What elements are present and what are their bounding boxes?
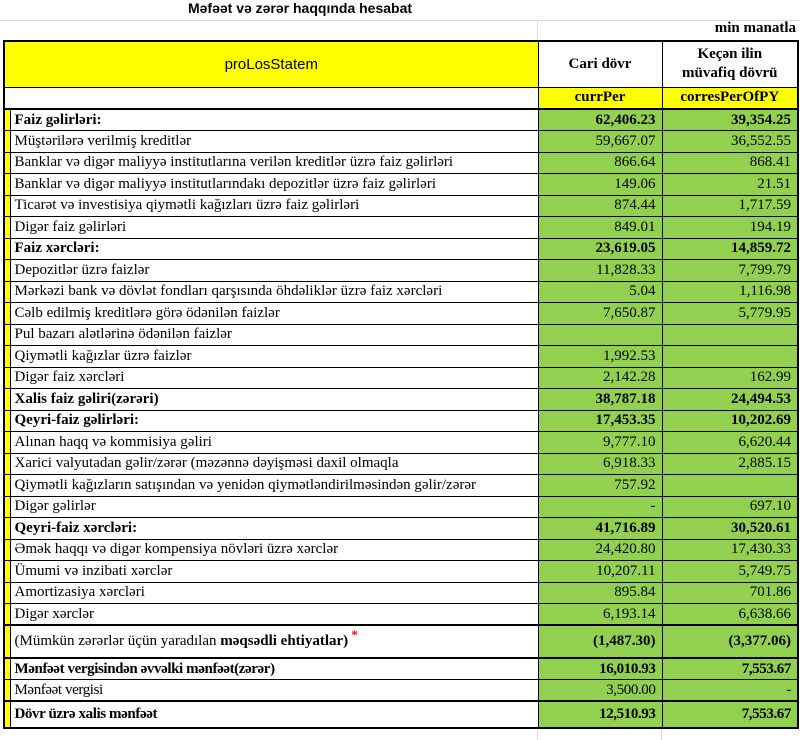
table-row [4, 658, 798, 680]
row-value-current: 23,619.05 [538, 238, 662, 260]
table-row [4, 281, 798, 303]
row-label: Cəlb edilmiş kreditlərə görə ödənilən faizlər [10, 303, 538, 325]
row-label: Xarici valyutadan gəlir/zərər (məzənnə dəyişməsi daxil olmaqla [10, 453, 538, 475]
row-value-current: 11,828.33 [538, 260, 662, 282]
row-label: Müştərilərə verilmiş kreditlər [10, 131, 538, 153]
table-row [4, 109, 798, 131]
row-label: Mənfəət vergisindən əvvəlki mənfəət(zərər) [10, 658, 538, 680]
table-row [4, 625, 798, 658]
row-label: (Mümkün zərərlər üçün yaradılan məqsədli ehtiyatlar) * [10, 625, 538, 658]
code-row [4, 87, 798, 109]
row-value-previous: 24,494.53 [662, 389, 798, 411]
row-label: Ümumi və inzibati xərclər [10, 561, 538, 583]
table-row [4, 496, 798, 518]
current-period-code: currPer [538, 87, 662, 109]
row-label: Qiymətli kağızların satışından və yenidən qiymətləndirilməsindən gəlir/zərər [10, 475, 538, 497]
row-value-current: 7,650.87 [538, 303, 662, 325]
row-label: Banklar və digər maliyyə institutlarındakı depozitlər üzrə faiz gəlirləri [10, 174, 538, 196]
row-value-previous: 194.19 [662, 217, 798, 239]
row-label: Dövr üzrə xalis mənfəət [10, 701, 538, 728]
row-value-current: 6,193.14 [538, 604, 662, 626]
row-value-current: 895.84 [538, 582, 662, 604]
row-value-current: 2,142.28 [538, 367, 662, 389]
row-value-current: - [538, 496, 662, 518]
row-label: Mərkəzi bank və dövlət fondları qarşısında öhdəliklər üzrə faiz xərcləri [10, 281, 538, 303]
row-label: Pul bazarı alətlərinə ödənilən faizlər [10, 324, 538, 346]
row-value-current: 6,918.33 [538, 453, 662, 475]
row-value-current [538, 324, 662, 346]
row-value-previous: 868.41 [662, 152, 798, 174]
row-value-current: 874.44 [538, 195, 662, 217]
row-value-current: 38,787.18 [538, 389, 662, 411]
row-value-previous: (3,377.06) [662, 625, 798, 658]
gridline [537, 729, 538, 740]
page-title: Məfəət və zərər haqqında hesabat [187, 0, 413, 16]
table-row [4, 582, 798, 604]
pl-table [3, 40, 799, 729]
row-label: Alınan haqq və kommisiya gəliri [10, 432, 538, 454]
row-value-current: 849.01 [538, 217, 662, 239]
row-label: Qiymətli kağızlar üzrə faizlər [10, 346, 538, 368]
row-value-previous: 5,779.95 [662, 303, 798, 325]
row-label: Qeyri-faiz gəlirləri: [10, 410, 538, 432]
row-value-previous: 697.10 [662, 496, 798, 518]
row-value-current: 149.06 [538, 174, 662, 196]
row-value-current: 10,207.11 [538, 561, 662, 583]
footnote-asterisk: * [348, 627, 358, 642]
previous-period-header-line1: Keçən ilin [697, 45, 763, 62]
rows-body [4, 109, 798, 728]
table-row [4, 346, 798, 368]
row-value-current: 17,453.35 [538, 410, 662, 432]
label-column-header: proLosStatem [4, 41, 538, 87]
table-row [4, 604, 798, 626]
row-value-previous: 14,859.72 [662, 238, 798, 260]
row-value-previous: - [662, 680, 798, 702]
table-row [4, 475, 798, 497]
gridline [661, 729, 662, 740]
table-row [4, 453, 798, 475]
previous-period-header-line2: müvafiq dövrü [682, 65, 778, 82]
table-row [4, 174, 798, 196]
row-label: Amortizasiya xərcləri [10, 582, 538, 604]
row-value-previous [662, 324, 798, 346]
row-value-previous [662, 346, 798, 368]
row-label: Ticarət və investisiya qiymətli kağızları üzrə faiz gəlirləri [10, 195, 538, 217]
table-row [4, 432, 798, 454]
row-value-previous: 1,116.98 [662, 281, 798, 303]
row-label: Faiz xərcləri: [10, 238, 538, 260]
row-label: Banklar və digər maliyyə institutlarına verilən kreditlər üzrə faiz gəlirləri [10, 152, 538, 174]
row-value-current: 866.64 [538, 152, 662, 174]
table-row [4, 410, 798, 432]
row-value-current: 24,420.80 [538, 539, 662, 561]
previous-period-code: corresPerOfPY [662, 87, 798, 109]
table-row [4, 131, 798, 153]
row-value-previous: 1,717.59 [662, 195, 798, 217]
row-label: Digər xərclər [10, 604, 538, 626]
row-value-previous: 162.99 [662, 367, 798, 389]
row-label: Depozitlər üzrə faizlər [10, 260, 538, 282]
row-label: Digər faiz xərcləri [10, 367, 538, 389]
row-value-current: 9,777.10 [538, 432, 662, 454]
row-value-current: 16,010.93 [538, 658, 662, 680]
row-value-previous: 6,620.44 [662, 432, 798, 454]
row-value-current: 12,510.93 [538, 701, 662, 728]
current-period-header: Cari dövr [538, 41, 662, 87]
table-row [4, 518, 798, 540]
row-value-previous: 2,885.15 [662, 453, 798, 475]
row-label: Digər gəlirlər [10, 496, 538, 518]
row-value-current: 757.92 [538, 475, 662, 497]
row-value-current: 1,992.53 [538, 346, 662, 368]
table-row [4, 539, 798, 561]
table-row [4, 367, 798, 389]
table-row [4, 389, 798, 411]
empty-cell [4, 87, 538, 109]
row-value-previous: 17,430.33 [662, 539, 798, 561]
table-row [4, 680, 798, 702]
row-value-previous: 36,552.55 [662, 131, 798, 153]
table-row [4, 701, 798, 728]
row-label: Əmək haqqı və digər kompensiya növləri üzrə xərclər [10, 539, 538, 561]
table-row [4, 195, 798, 217]
row-value-previous: 30,520.61 [662, 518, 798, 540]
table-row [4, 561, 798, 583]
row-value-current: 5.04 [538, 281, 662, 303]
row-value-current: (1,487.30) [538, 625, 662, 658]
row-value-current: 59,667.07 [538, 131, 662, 153]
table-row [4, 238, 798, 260]
header-row [4, 41, 798, 87]
table-row [4, 260, 798, 282]
row-value-current: 62,406.23 [538, 109, 662, 131]
table-row [4, 217, 798, 239]
row-value-previous: 7,553.67 [662, 658, 798, 680]
row-label: Xalis faiz gəliri(zərəri) [10, 389, 538, 411]
row-value-previous [662, 475, 798, 497]
row-label: Faiz gəlirləri: [10, 109, 538, 131]
row-value-previous: 39,354.25 [662, 109, 798, 131]
row-value-current: 41,716.89 [538, 518, 662, 540]
row-label: Mənfəət vergisi [10, 680, 538, 702]
row-label: Digər faiz gəlirləri [10, 217, 538, 239]
row-value-previous: 7,799.79 [662, 260, 798, 282]
row-value-previous: 6,638.66 [662, 604, 798, 626]
row-label: Qeyri-faiz xərcləri: [10, 518, 538, 540]
previous-period-header [662, 41, 798, 87]
table-row [4, 303, 798, 325]
row-value-previous: 21.51 [662, 174, 798, 196]
table-row [4, 152, 798, 174]
row-value-current: 3,500.00 [538, 680, 662, 702]
row-value-previous: 5,749.75 [662, 561, 798, 583]
table-row [4, 324, 798, 346]
row-value-previous: 7,553.67 [662, 701, 798, 728]
row-value-previous: 701.86 [662, 582, 798, 604]
unit-note: min manatla [714, 20, 796, 36]
row-value-previous: 10,202.69 [662, 410, 798, 432]
gridline [537, 21, 538, 40]
